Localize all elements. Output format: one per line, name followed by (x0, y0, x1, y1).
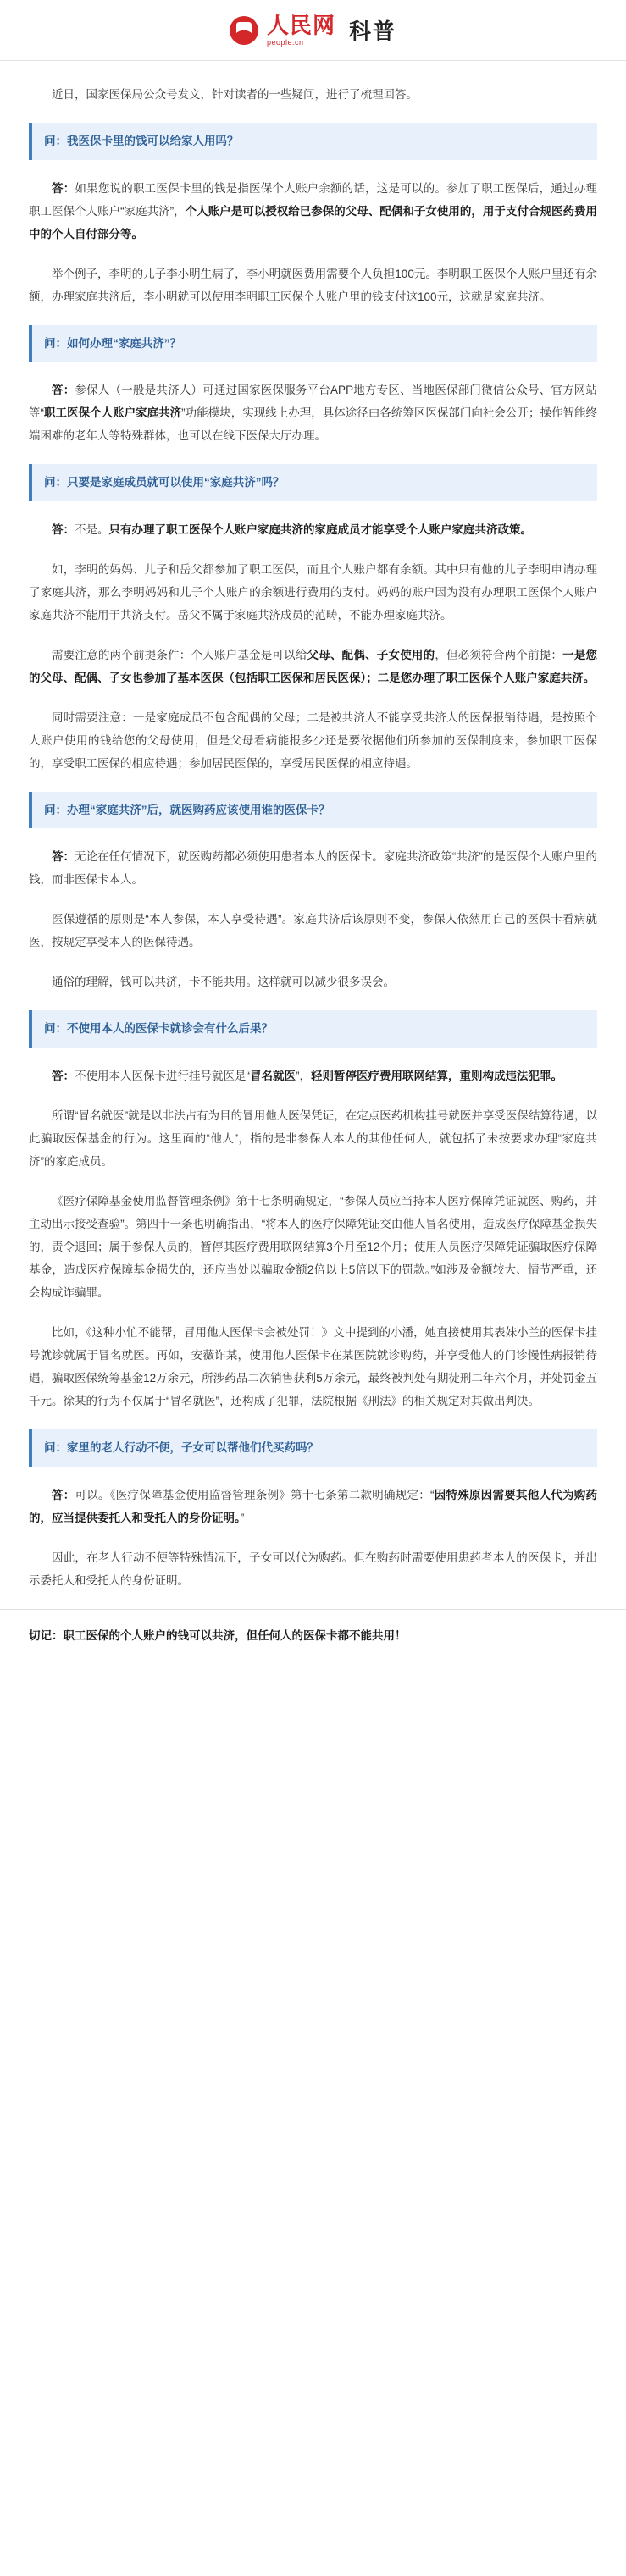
logo-title-en: people.cn (266, 37, 304, 47)
article-paragraph: 因此，在老人行动不便等特殊情况下，子女可以代为购药。但在购药时需要使用患药者本人的医保卡，并出示委托人和受托人的身份证明。 (29, 1551, 597, 1587)
article-paragraph: 答：不使用本人医保卡进行挂号就医是“冒名就医”，轻则暂停医疗费用联网结算，重则构成违法犯罪。 (52, 1069, 562, 1082)
question-heading: 问：家里的老人行动不便，子女可以帮他们代买药吗？ (29, 1429, 597, 1467)
site-logo[interactable] (230, 14, 396, 47)
article-paragraph: 答：参保人（一般是共济人）可通过国家医保服务平台APP地方专区、当地医保部门微信公众号、官方网站等“职工医保个人账户家庭共济”功能模块，实现线上办理，具体途径由各统筹区医保部门向社会公开；操作智能终端困难的老年人等特殊群体，也可以在线下医保大厅办理。 (29, 384, 598, 443)
logo-title-cn: 人民网 (266, 12, 335, 38)
article-paragraph: 同时需要注意：一是家庭成员不包含配偶的父母；二是被共济人不能享受共济人的医保报销待遇，是按照个人账户使用的钱给您的父母使用，但是父母看病能报多少还是要依据他们所参加的医保制度来，参加职工医保的，享受职工医保的相应待遇；参加居民医保的，享受居民医保的相应待遇。 (29, 710, 597, 770)
article-paragraph: 如，李明的妈妈、儿子和岳父都参加了职工医保，而且个人账户都有余额。其中只有他的儿子李明申请办理了家庭共济，那么李明妈妈和儿子个人账户的余额进行费用的支付。妈妈的账户因为没有办理职工医保个人账户家庭共济不能用于共济支付。岳父不属于家庭共济成员的范畴，不能办理家庭共济。 (29, 562, 597, 622)
logo-channel-name: 科普 (349, 19, 397, 44)
question-heading: 问：办理“家庭共济”后，就医购药应该使用谁的医保卡？ (29, 792, 597, 829)
article-paragraph: 举个例子，李明的儿子李小明生病了，李小明就医费用需要个人负担100元。李明职工医保个人账户里还有余额，办理家庭共济后，李小明就可以使用李明职工医保个人账户里的钱支付这100元，这就是家庭共济。 (29, 267, 597, 303)
article-paragraph: 答：无论在任何情况下，就医购药都必须使用患者本人的医保卡。家庭共济政策“共济”的是医保个人账户里的钱，而非医保卡本人。 (29, 850, 598, 887)
article-paragraph: 需要注意的两个前提条件：个人账户基金是可以给父母、配偶、子女使用的，但必须符合两个前提：一是您的父母、配偶、子女也参加了基本医保（包括职工医保和居民医保）；二是您办理了职工医保个人账户家庭共济。 (29, 648, 598, 684)
article-body (0, 61, 626, 1592)
article-paragraph: 答：如果您说的职工医保卡里的钱是指医保个人账户余额的话，这是可以的。参加了职工医保后，通过办理职工医保个人账户“家庭共济”，个人账户是可以授权给已参保的父母、配偶和子女使用的，用于支付合规医药费用中的个人自付部分等。 (29, 181, 598, 240)
question-heading: 问：如何办理“家庭共济”？ (29, 325, 597, 362)
article-paragraph: 答：不是。只有办理了职工医保个人账户家庭共济的家庭成员才能享受个人账户家庭共济政策。 (52, 522, 532, 536)
article-paragraph: 《医疗保障基金使用监督管理条例》第十七条明确规定，“参保人员应当持本人医疗保障凭证就医、购药，并主动出示接受查验”。第四十一条也明确指出，“将本人的医疗保障凭证交由他人冒名使用，造成医疗保障基金损失的，责令退回；属于参保人员的，暂停其医疗费用联网结算3个月至12个月；使用人员医疗保障凭证骗取医疗保障基金，造成医疗保障基金损失的，还应当处以骗取金额2倍以上5倍以下的罚款。”如涉及金额较大、情节严重，还会构成诈骗罪。 (29, 1194, 597, 1299)
question-heading: 问：只要是家庭成员就可以使用“家庭共济”吗？ (29, 464, 597, 501)
article-footer-note: 切记：职工医保的个人账户的钱可以共济，但任何人的医保卡都不能共用！ (0, 1609, 626, 1666)
article-paragraph: 近日，国家医保局公众号发文，针对读者的一些疑问，进行了梳理回答。 (52, 88, 418, 101)
question-heading: 问：我医保卡里的钱可以给家人用吗？ (29, 123, 597, 160)
people-cn-logo-icon (230, 16, 258, 45)
article-paragraph: 答：可以。《医疗保障基金使用监督管理条例》第十七条第二款明确规定：“因特殊原因需要其他人代为购药的，应当提供委托人和受托人的身份证明。” (29, 1488, 597, 1524)
logo-text-block (267, 14, 335, 47)
article-paragraph: 比如，《这种小忙不能帮，冒用他人医保卡会被处罚！》文中提到的小潘，她直接使用其表妹小兰的医保卡挂号就诊就属于冒名就医。再如，安薇诈某，使用他人医保卡在某医院就诊购药，并享受他人的门诊慢性病报销待遇，骗取医保统筹基金12万余元，所涉药品二次销售获利5万余元，最终被判处有期徒刑二年六个月，并处罚金五千元。徐某的行为不仅属于“冒名就医”，还构成了犯罪，法院根据《刑法》的相关规定对其做出判决。 (29, 1325, 597, 1407)
site-header (0, 0, 626, 61)
article-paragraph: 通俗的理解，钱可以共济，卡不能共用。这样就可以减少很多误会。 (52, 976, 395, 989)
article-paragraph: 所谓“冒名就医”就是以非法占有为目的冒用他人医保凭证，在定点医药机构挂号就医并享受医保结算待遇，以此骗取医保基金的行为。这里面的“他人”，指的是非参保人本人的其他任何人，就包括了未按要求办理“家庭共济”的家庭成员。 (29, 1108, 597, 1168)
article-paragraph: 医保遵循的原则是“本人参保，本人享受待遇”。家庭共济后该原则不变，参保人依然用自己的医保卡看病就医，按规定享受本人的医保待遇。 (29, 913, 597, 949)
question-heading: 问：不使用本人的医保卡就诊会有什么后果？ (29, 1010, 597, 1048)
